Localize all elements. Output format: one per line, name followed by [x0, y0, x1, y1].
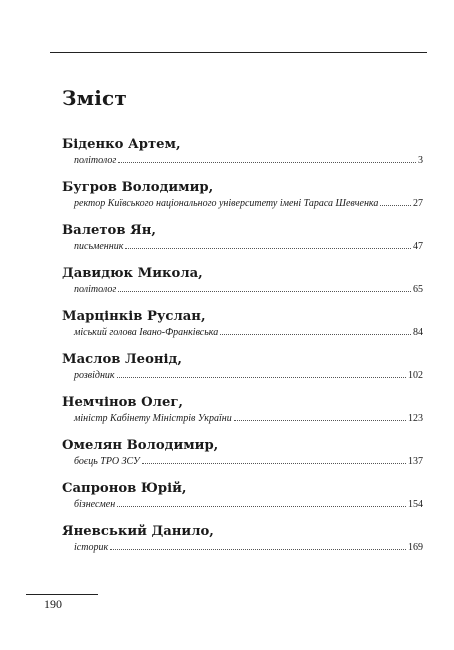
footer-rule: [26, 594, 98, 595]
page-number: 190: [44, 597, 62, 611]
leader-dots: [220, 326, 411, 335]
leader-dots: [110, 541, 406, 550]
leader-dots: [117, 369, 406, 378]
toc-entry-page: 102: [408, 370, 423, 381]
toc-entry-role: розвідник: [74, 370, 115, 381]
toc-entry-page: 123: [408, 413, 423, 424]
toc-entry-role: бізнесмен: [74, 499, 116, 510]
toc-entry-name: Валетов Ян,: [62, 223, 156, 238]
toc-entry-role: політолог: [74, 155, 117, 166]
toc-entry-name: Немчінов Олег,: [62, 395, 184, 410]
toc-entry-role: політолог: [74, 284, 117, 295]
toc-entry-page: 47: [413, 241, 423, 252]
toc-entry-role: ректор Київського національного університету імені Тараса Шевченка: [74, 198, 379, 209]
toc-entry[interactable]: [62, 480, 423, 523]
toc-entry-role: письменник: [74, 241, 124, 252]
page-title: Зміст: [62, 86, 127, 110]
toc-entry[interactable]: [62, 394, 423, 437]
leader-dots: [117, 498, 406, 507]
toc-entry[interactable]: [62, 351, 423, 394]
toc-entry-page: 137: [408, 456, 423, 467]
toc-entry-page: 65: [413, 284, 423, 295]
leader-dots: [142, 455, 406, 464]
leader-dots: [125, 240, 411, 249]
toc-entry[interactable]: [62, 523, 423, 566]
toc-entry-page: 84: [413, 327, 423, 338]
toc-entry-name: Давидюк Микола,: [62, 266, 203, 281]
toc-entry-role: міністр Кабінету Міністрів України: [74, 413, 232, 424]
toc-entry-name: Бугров Володимир,: [62, 180, 214, 195]
toc-entry-page: 3: [418, 155, 423, 166]
leader-dots: [234, 412, 406, 421]
toc-entry-page: 27: [413, 198, 423, 209]
toc-entry-role: історик: [74, 542, 109, 553]
toc-entry-name: Сапронов Юрій,: [62, 481, 187, 496]
toc-entry-page: 169: [408, 542, 423, 553]
toc-entry[interactable]: [62, 308, 423, 351]
toc-entry-role: міський голова Івано-Франківська: [74, 327, 219, 338]
table-of-contents: [62, 136, 423, 566]
top-rule: [50, 52, 427, 53]
toc-entry-name: Біденко Артем,: [62, 137, 181, 152]
toc-entry-role: боєць ТРО ЗСУ: [74, 456, 140, 467]
leader-dots: [118, 283, 411, 292]
toc-entry[interactable]: [62, 136, 423, 179]
leader-dots: [380, 197, 411, 206]
toc-entry-page: 154: [408, 499, 423, 510]
toc-entry-name: Марцінків Руслан,: [62, 309, 206, 324]
toc-entry[interactable]: [62, 222, 423, 265]
leader-dots: [118, 154, 416, 163]
toc-entry-name: Омелян Володимир,: [62, 438, 219, 453]
toc-entry-name: Маслов Леонід,: [62, 352, 182, 367]
toc-entry[interactable]: [62, 437, 423, 480]
toc-entry-name: Яневський Данило,: [62, 524, 214, 539]
toc-entry[interactable]: [62, 265, 423, 308]
toc-entry[interactable]: [62, 179, 423, 222]
